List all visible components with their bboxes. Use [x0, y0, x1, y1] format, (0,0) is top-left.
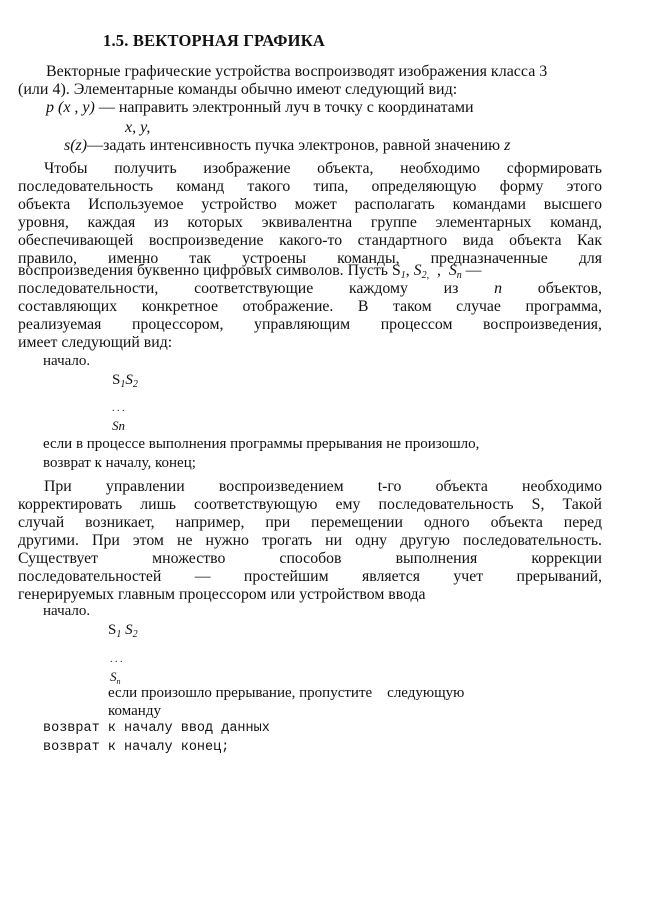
- command-s: [64, 136, 510, 156]
- intro-line-2: (или 4). Элементарные команды обычно имеют следующий вид:: [18, 81, 458, 98]
- para1-line-6: правило, именно так устроены команды, предназначенные для: [18, 250, 602, 267]
- command-s-var: z: [504, 137, 511, 154]
- para2-line-3: случай возникает, например, при перемещении одного объекта перед: [18, 514, 602, 531]
- para1-line-9: составляющих конкретное отображение. В таком случае программа,: [18, 298, 602, 315]
- program2-code-2: возврат к началу конец;: [43, 740, 230, 755]
- para1-line-3: объекта Используемое устройство может располагать командами высшего: [18, 196, 602, 213]
- para1-line-10: реализуемая процессором, управляющим процессом воспроизведения,: [18, 316, 602, 333]
- program2-sequences: $S_1$ $S_2$: [108, 622, 138, 640]
- intro-line-1: Векторные графические устройства воспроизводят изображения класса 3: [46, 63, 548, 80]
- program1-sequences: $S_1S_2$: [112, 372, 138, 390]
- para1-line-4: уровня, каждая из которых эквивалентна группе элементарных команд,: [18, 214, 602, 231]
- program1-begin: начало.: [43, 353, 91, 369]
- command-p-coords: x, y,: [125, 119, 151, 136]
- command-s-text: —задать интенсивность пучка электронов, равной значению: [87, 137, 505, 154]
- program1-sn: Sn: [112, 418, 125, 433]
- program2-ellipsis: . . .: [110, 654, 123, 665]
- para2-line-1: При управлении воспроизведением t-го объекта необходимо: [44, 478, 602, 495]
- program1-end: возврат к началу, конец;: [43, 455, 196, 471]
- para1-line-7: воспроизведения буквенно цифровых символов. Пусть $S_1$, $S_{2,}$ , $S_n$ —: [18, 262, 482, 281]
- command-p-symbol: p (x , y): [46, 99, 95, 116]
- para2-line-2: корректировать лишь соответствующую ему последовательность S, Такой: [18, 496, 602, 513]
- para2-line-6: последовательностей — простейшим является учет прерываний,: [18, 568, 602, 585]
- para1-line-8: последовательности, соответствующие каждому из n объектов,: [18, 280, 602, 297]
- para1-line-2: последовательность команд такого типа, определяющую форму этого: [18, 178, 602, 195]
- command-p-text: — направить электронный луч в точку с координатами: [94, 99, 474, 116]
- para1-line-5: обеспечивающей воспроизведение какого-то стандартного вида объекта Как: [18, 232, 602, 249]
- para2-line-5: Существует множество способов выполнения коррекции: [18, 550, 602, 567]
- program2-code-1: возврат к началу ввод данных: [43, 721, 270, 736]
- para2-line-4: другими. При этом не нужно трогать ни одну другую последовательность.: [18, 532, 602, 549]
- program1-condition: если в процессе выполнения программы прерывания не произошло,: [43, 436, 480, 452]
- section-title: 1.5. ВЕКТОРНАЯ ГРАФИКА: [103, 31, 325, 50]
- para1-line-11: имеет следующий вид:: [18, 334, 173, 351]
- program1-ellipsis: . . .: [112, 403, 125, 414]
- command-p: [46, 98, 474, 118]
- program2-sn: $S_n$: [110, 669, 121, 686]
- para1-line-1: Чтобы получить изображение объекта, необходимо сформировать: [44, 160, 602, 177]
- command-s-symbol: s(z): [64, 137, 88, 154]
- program2-condition: если произошло прерывание, пропустите следующую: [108, 685, 465, 701]
- program2-condition-cont: команду: [108, 703, 161, 719]
- program2-begin: начало.: [43, 603, 91, 619]
- para2-line-7: генерируемых главным процессором или устройством ввода: [18, 586, 426, 603]
